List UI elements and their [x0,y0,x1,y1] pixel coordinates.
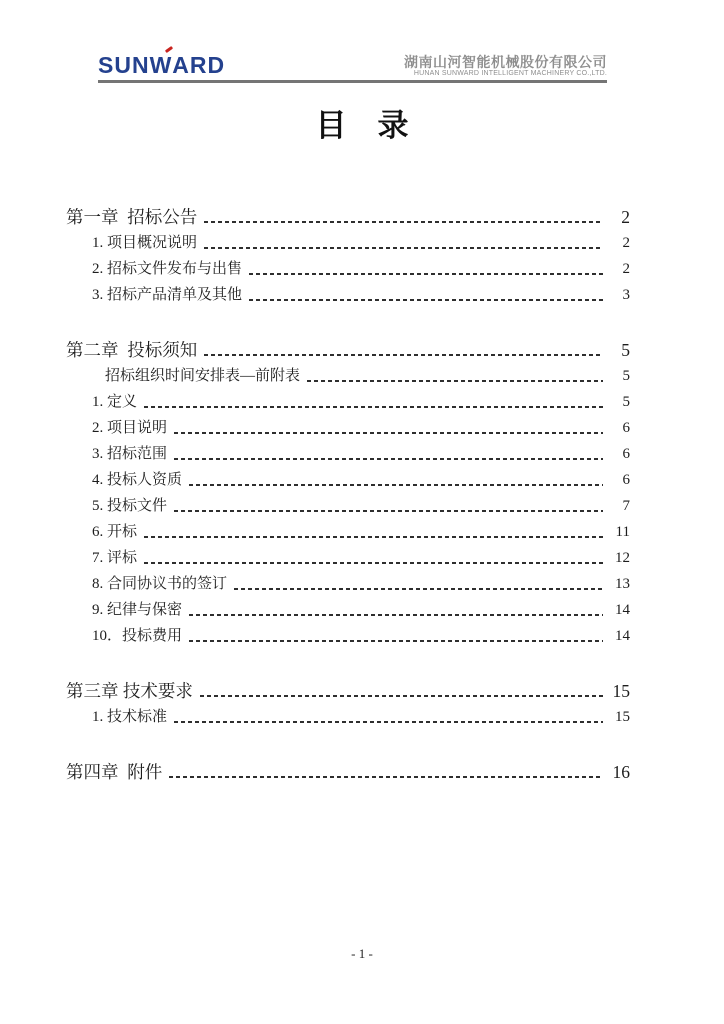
toc-entry-label: 9. 纪律与保密 [92,602,183,619]
toc-entry-label: 2. 项目说明 [92,420,168,437]
toc-entry-page: 6 [622,420,630,437]
toc-leader-dashes [227,571,606,597]
company-block [404,54,607,78]
toc-leader-dashes [197,204,606,230]
toc-leader-dashes [242,282,606,308]
toc-entry-label: 第二章 投标须知 [66,340,198,361]
toc-entry-page: 15 [615,709,630,726]
toc-entry [66,389,630,415]
toc-leader-dashes [137,545,606,571]
toc-entry-label: 3. 招标产品清单及其他 [92,287,243,304]
toc-entry-page: 2 [622,235,630,252]
toc-entry-page: 3 [622,287,630,304]
toc-leader-dashes [300,363,606,389]
toc-entry-page: 2 [621,207,630,228]
toc-entry [66,230,630,256]
toc-entry [66,467,630,493]
toc-entry-label: 第一章 招标公告 [66,207,198,228]
toc-leader-dashes [182,623,606,649]
toc-entry-page: 12 [615,550,630,567]
toc-leader-dashes [167,415,606,441]
toc-entry-label: 6. 开标 [92,524,138,541]
toc-entry [66,204,630,230]
toc-list [66,204,630,785]
toc-leader-dashes [197,337,606,363]
logo-text-left: SUN [98,52,150,78]
toc-entry-page: 5 [621,340,630,361]
toc-entry-page: 16 [612,762,630,783]
toc-entry-label: 第三章 技术要求 [66,681,193,702]
toc-entry-label: 2. 招标文件发布与出售 [92,261,243,278]
sunward-logo [98,54,225,78]
toc-entry [66,678,630,704]
toc-entry [66,759,630,785]
toc-entry-page: 5 [622,368,630,385]
toc-entry [66,571,630,597]
toc-entry [66,704,630,730]
logo-w-red-accent: W [149,52,173,78]
toc-entry-page: 14 [615,602,630,619]
toc-entry-page: 13 [615,576,630,593]
toc-entry [66,519,630,545]
toc-entry [66,363,630,389]
toc-entry-page: 7 [622,498,630,515]
toc-leader-dashes [137,389,606,415]
toc-entry-label: 1. 定义 [92,394,138,411]
toc-entry-label: 1. 技术标准 [92,709,168,726]
page-header [98,46,607,83]
toc-entry [66,545,630,571]
toc-entry-page: 6 [622,472,630,489]
toc-entry-label: 招标组织时间安排表—前附表 [105,368,301,385]
toc-leader-dashes [197,230,606,256]
toc-leader-dashes [182,467,606,493]
footer-page-number: - 1 - [351,946,373,961]
toc-entry-page: 14 [615,628,630,645]
toc-leader-dashes [162,759,606,785]
logo-text-right: ARD [172,52,226,78]
toc-entry-label: 3. 招标范围 [92,446,168,463]
toc-leader-dashes [167,441,606,467]
toc-entry-label: 4. 投标人资质 [92,472,183,489]
toc-entry [66,493,630,519]
toc-leader-dashes [242,256,606,282]
toc-leader-dashes [167,493,606,519]
toc-leader-dashes [167,704,606,730]
toc-entry-label: 1. 项目概况说明 [92,235,198,252]
toc-entry-page: 11 [615,524,630,541]
toc-entry [66,337,630,363]
company-name-english: HUNAN SUNWARD INTELLIGENT MACHINERY CO.,LTD. [413,69,607,77]
toc-entry [66,282,630,308]
toc-entry-page: 5 [622,394,630,411]
toc-entry-page: 2 [622,261,630,278]
toc-entry-label: 5. 投标文件 [92,498,168,515]
toc-entry [66,256,630,282]
toc-entry-page: 15 [612,681,630,702]
toc-leader-dashes [137,519,606,545]
toc-entry-label: 10．投标费用 [92,628,183,645]
company-name-chinese: 湖南山河智能机械股份有限公司 [404,53,607,70]
toc-entry [66,441,630,467]
toc-entry-page: 6 [622,446,630,463]
toc-leader-dashes [182,597,606,623]
toc-entry [66,597,630,623]
page-footer [0,946,724,962]
toc-entry-label: 7. 评标 [92,550,138,567]
toc-leader-dashes [193,678,606,704]
toc-entry [66,415,630,441]
toc-entry-label: 第四章 附件 [66,762,163,783]
toc-entry-label: 8. 合同协议书的签订 [92,576,228,593]
page-title: 目 录 [315,108,409,143]
toc-entry [66,623,630,649]
